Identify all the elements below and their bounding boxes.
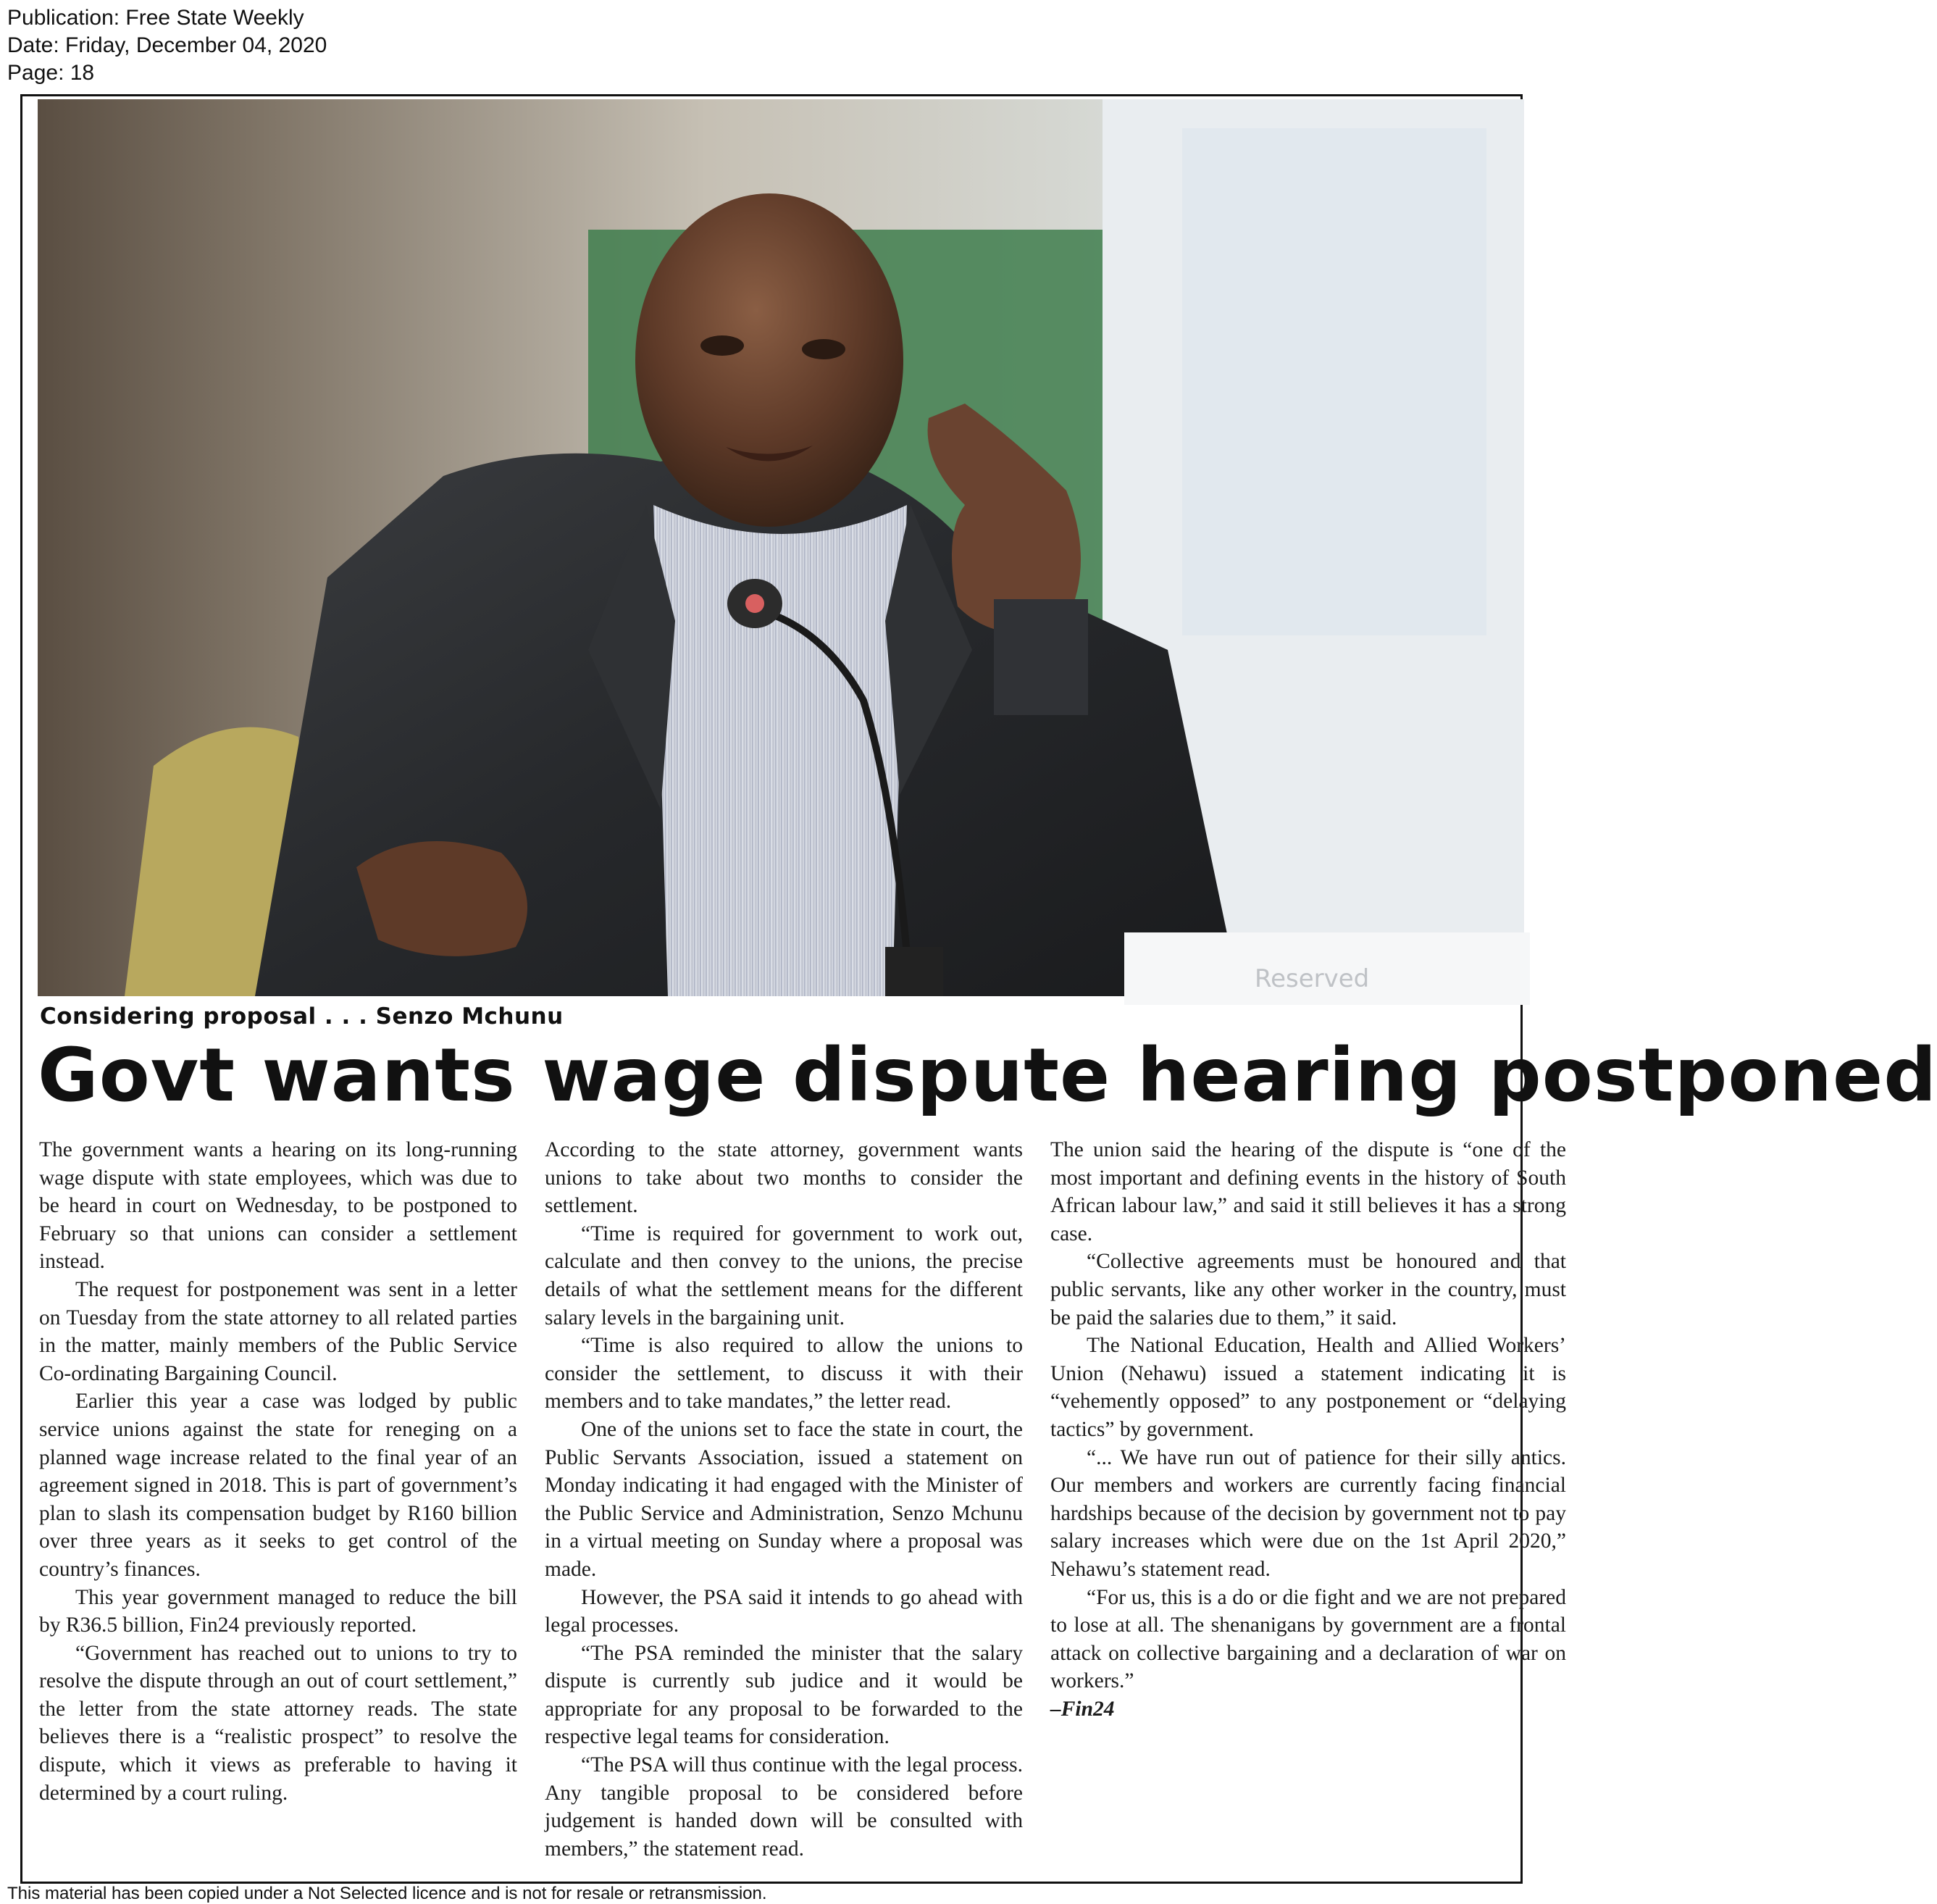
paragraph: “The PSA will thus continue with the legal process. Any tangible proposal to be considered before judgement is handed down will be consulted with members,” the statement read. xyxy=(545,1753,1023,1861)
page-number: Page: 18 xyxy=(7,61,95,85)
licence-notice: This material has been copied under a Not Selected licence and is not for resale or retransmission. xyxy=(7,1884,767,1903)
paragraph: “Time is required for government to work out, calculate and then convey to the unions, the precise details of what the settlement means for the different salary levels in the bargaining unit. xyxy=(545,1222,1023,1329)
paragraph: This year government managed to reduce the bill by R36.5 billion, Fin24 previously reported. xyxy=(39,1585,517,1637)
publication-meta xyxy=(7,4,327,87)
article-column-2 xyxy=(545,1136,1023,1863)
paragraph: Earlier this year a case was lodged by public service unions against the state for reneging on a planned wage increase related to the final year of an agreement signed in 2018. This is part of government’s plan to slash its compensation budget by R160 billion over three years as it seeks to get control of the country’s finances. xyxy=(39,1390,517,1581)
paragraph: The union said the hearing of the dispute is “one of the most important and defining events in the history of South African labour law,” and said it still believes it has a strong case. xyxy=(1050,1138,1566,1245)
paragraph: “... We have run out of patience for their silly antics. Our members and workers are currently facing financial hardships because of the decision by government not to pay salary increases which were due on the 1st April 2020,” Nehawu’s statement read. xyxy=(1050,1445,1566,1581)
headline: Govt wants wage dispute hearing postponed xyxy=(38,1032,1937,1119)
paragraph: The request for postponement was sent in a letter on Tuesday from the state attorney to all related parties in the matter, mainly members of the Public Service Co-ordinating Bargaining Council. xyxy=(39,1277,517,1385)
paragraph: However, the PSA said it intends to go ahead with legal processes. xyxy=(545,1585,1023,1637)
paragraph: The National Education, Health and Allied Workers’ Union (Nehawu) issued a statement indicating it is “vehemently opposed” to any postponement or “delaying tactics” by government. xyxy=(1050,1334,1566,1441)
paragraph: “The PSA reminded the minister that the salary dispute is currently sub judice and it would be appropriate for any proposal to be forwarded to the respective legal teams for consideration. xyxy=(545,1641,1023,1749)
photo-caption: Considering proposal . . . Senzo Mchunu xyxy=(40,1003,564,1030)
article-photo xyxy=(38,99,1524,996)
paragraph: “Time is also required to allow the unions to consider the settlement, to discuss it with their members and to take mandates,” the letter read. xyxy=(545,1334,1023,1414)
article-column-3 xyxy=(1050,1136,1566,1723)
publication-name: Publication: Free State Weekly xyxy=(7,6,304,30)
paragraph: The government wants a hearing on its long-running wage dispute with state employees, which was due to be heard in court on Wednesday, to be postponed to February so that unions can consider a settlement instead. xyxy=(39,1138,517,1274)
paragraph: “Government has reached out to unions to try to resolve the dispute through an out of court settlement,” the letter from the state attorney reads. The state believes there is a “realistic prospect” to resolve the dispute, which it views as preferable to having it determined by a court ruling. xyxy=(39,1641,517,1805)
paragraph: “For us, this is a do or die fight and we are not prepared to lose at all. The shenanigans by government are a frontal attack on collective bargaining and a declaration of war on workers.” xyxy=(1050,1585,1566,1693)
paragraph: According to the state attorney, government wants unions to take about two months to consider the settlement. xyxy=(545,1138,1023,1218)
publication-date: Date: Friday, December 04, 2020 xyxy=(7,33,327,57)
placard-text: Reserved xyxy=(1255,964,1370,993)
article-column-1 xyxy=(39,1136,517,1807)
article-signature: –Fin24 xyxy=(1050,1697,1115,1721)
paragraph: “Collective agreements must be honoured and that public servants, like any other worker in the country, must be paid the salaries due to them,” it said. xyxy=(1050,1250,1566,1329)
paragraph: One of the unions set to face the state in court, the Public Servants Association, issued a statement on Monday indicating it had engaged with the Minister of the Public Service and Administration, Senzo Mchunu in a virtual meeting on Sunday where a proposal was made. xyxy=(545,1417,1023,1581)
article-body xyxy=(39,1136,1566,1861)
